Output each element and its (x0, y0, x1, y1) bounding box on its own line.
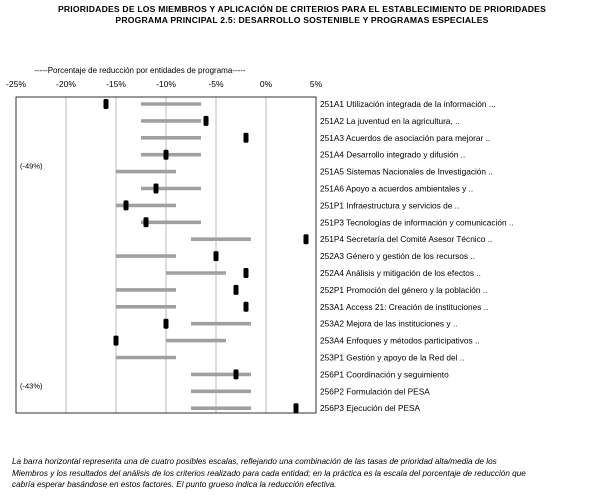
caption-line-3: cabría esperar basándose en estos factores. El punto grueso indica la reducción efectiva. (12, 480, 337, 490)
actual-reduction-dot (244, 133, 249, 143)
row-label: 251A4 Desarrollo integrado y difusión .. (320, 149, 466, 160)
row-label: 253A1 Access 21: Creación de instituciones .. (320, 301, 489, 312)
tick-label-layer (6, 79, 323, 89)
row-label: 251P1 Infraestructura y servicios de .. (320, 200, 460, 211)
chart-title-line-1: PRIORIDADES DE LOS MIEMBROS Y APLICACIÓN DE CRITERIOS PARA EL ESTABLECIMIENTO DE PRIORIDADES (57, 4, 547, 14)
actual-reduction-dot (294, 403, 299, 413)
actual-reduction-dot (214, 251, 219, 261)
row-label-layer (320, 99, 514, 413)
actual-reduction-dot (144, 217, 149, 227)
actual-reduction-dot (204, 116, 209, 126)
row-label: 251A3 Acuerdos de asociación para mejorar .. (320, 132, 491, 143)
row-label: 251A2 La juventud en la agricultura, .. (320, 115, 460, 126)
actual-reduction-dot (234, 369, 239, 379)
x-tick-label: 5% (309, 79, 323, 89)
x-tick-label: -15% (106, 79, 126, 89)
row-label: 251A6 Apoyo a acuerdos ambientales y .. (320, 183, 474, 194)
actual-reduction-dot (244, 268, 249, 278)
row-label: 252A4 Análisis y mitigación de los efectos .. (320, 268, 481, 278)
x-tick-label: 0% (259, 79, 273, 89)
row-label: 256P3 Ejecución del PESA (320, 403, 421, 414)
row-label: 253P1 Gestión y apoyo de la Red del .. (320, 352, 465, 363)
actual-reduction-dot (164, 319, 169, 329)
actual-reduction-dot (244, 302, 249, 312)
side-note-layer (20, 162, 43, 391)
actual-reduction-dot (104, 99, 109, 109)
row-label: 256P2 Formulación del PESA (320, 386, 430, 397)
x-axis-label: -----Porcentaje de reducción por entidades de programa----- (34, 66, 246, 75)
actual-reduction-dot (164, 150, 169, 160)
row-label: 252A3 Género y gestión de los recursos .. (320, 251, 475, 262)
row-label: 251A5 Sistemas Nacionales de Investigación .. (320, 166, 493, 177)
chart-caption (12, 456, 596, 491)
x-tick-label: -10% (156, 79, 176, 89)
row-label: 251A1 Utilización integrada de la información ... (320, 99, 496, 109)
x-tick-label: -20% (56, 79, 76, 89)
caption-line-2: Miembros y los resultados del análisis de los criterios realizado para cada entidad; en la práctica es la escala del porcentaje de reducción que (12, 468, 526, 478)
x-tick-label: -25% (6, 79, 26, 89)
row-label: 253A2 Mejora de las instituciones y .. (320, 318, 458, 329)
actual-reduction-dot (154, 184, 159, 194)
row-label: 256P1 Coordinación y seguimiento (320, 369, 449, 380)
chart-title-line-2: PROGRAMA PRINCIPAL 2.5: DESARROLLO SOSTENIBLE Y PROGRAMAS ESPECIALES (115, 15, 489, 25)
side-note: (-49%) (20, 161, 43, 171)
caption-line-1: La barra horizontal representa una de cuatro posibles escalas, reflejando una combinación de las tasas de prioridad alta/media de los (12, 457, 497, 466)
actual-reduction-dot (114, 336, 119, 346)
row-label: 253A4 Enfoques y métodos participativos .. (320, 335, 480, 346)
x-tick-label: -5% (208, 79, 224, 89)
actual-reduction-dot (234, 285, 239, 295)
side-note: (-43%) (20, 381, 43, 391)
row-label: 251P3 Tecnologías de información y comunicación .. (320, 217, 514, 228)
actual-reduction-dot (304, 234, 309, 244)
row-label: 252P1 Promoción del género y la población .. (320, 284, 488, 295)
bar-layer (116, 104, 251, 408)
row-label: 251P4 Secretaría del Comité Asesor Técnico .. (320, 234, 493, 245)
actual-reduction-dot (124, 200, 129, 210)
